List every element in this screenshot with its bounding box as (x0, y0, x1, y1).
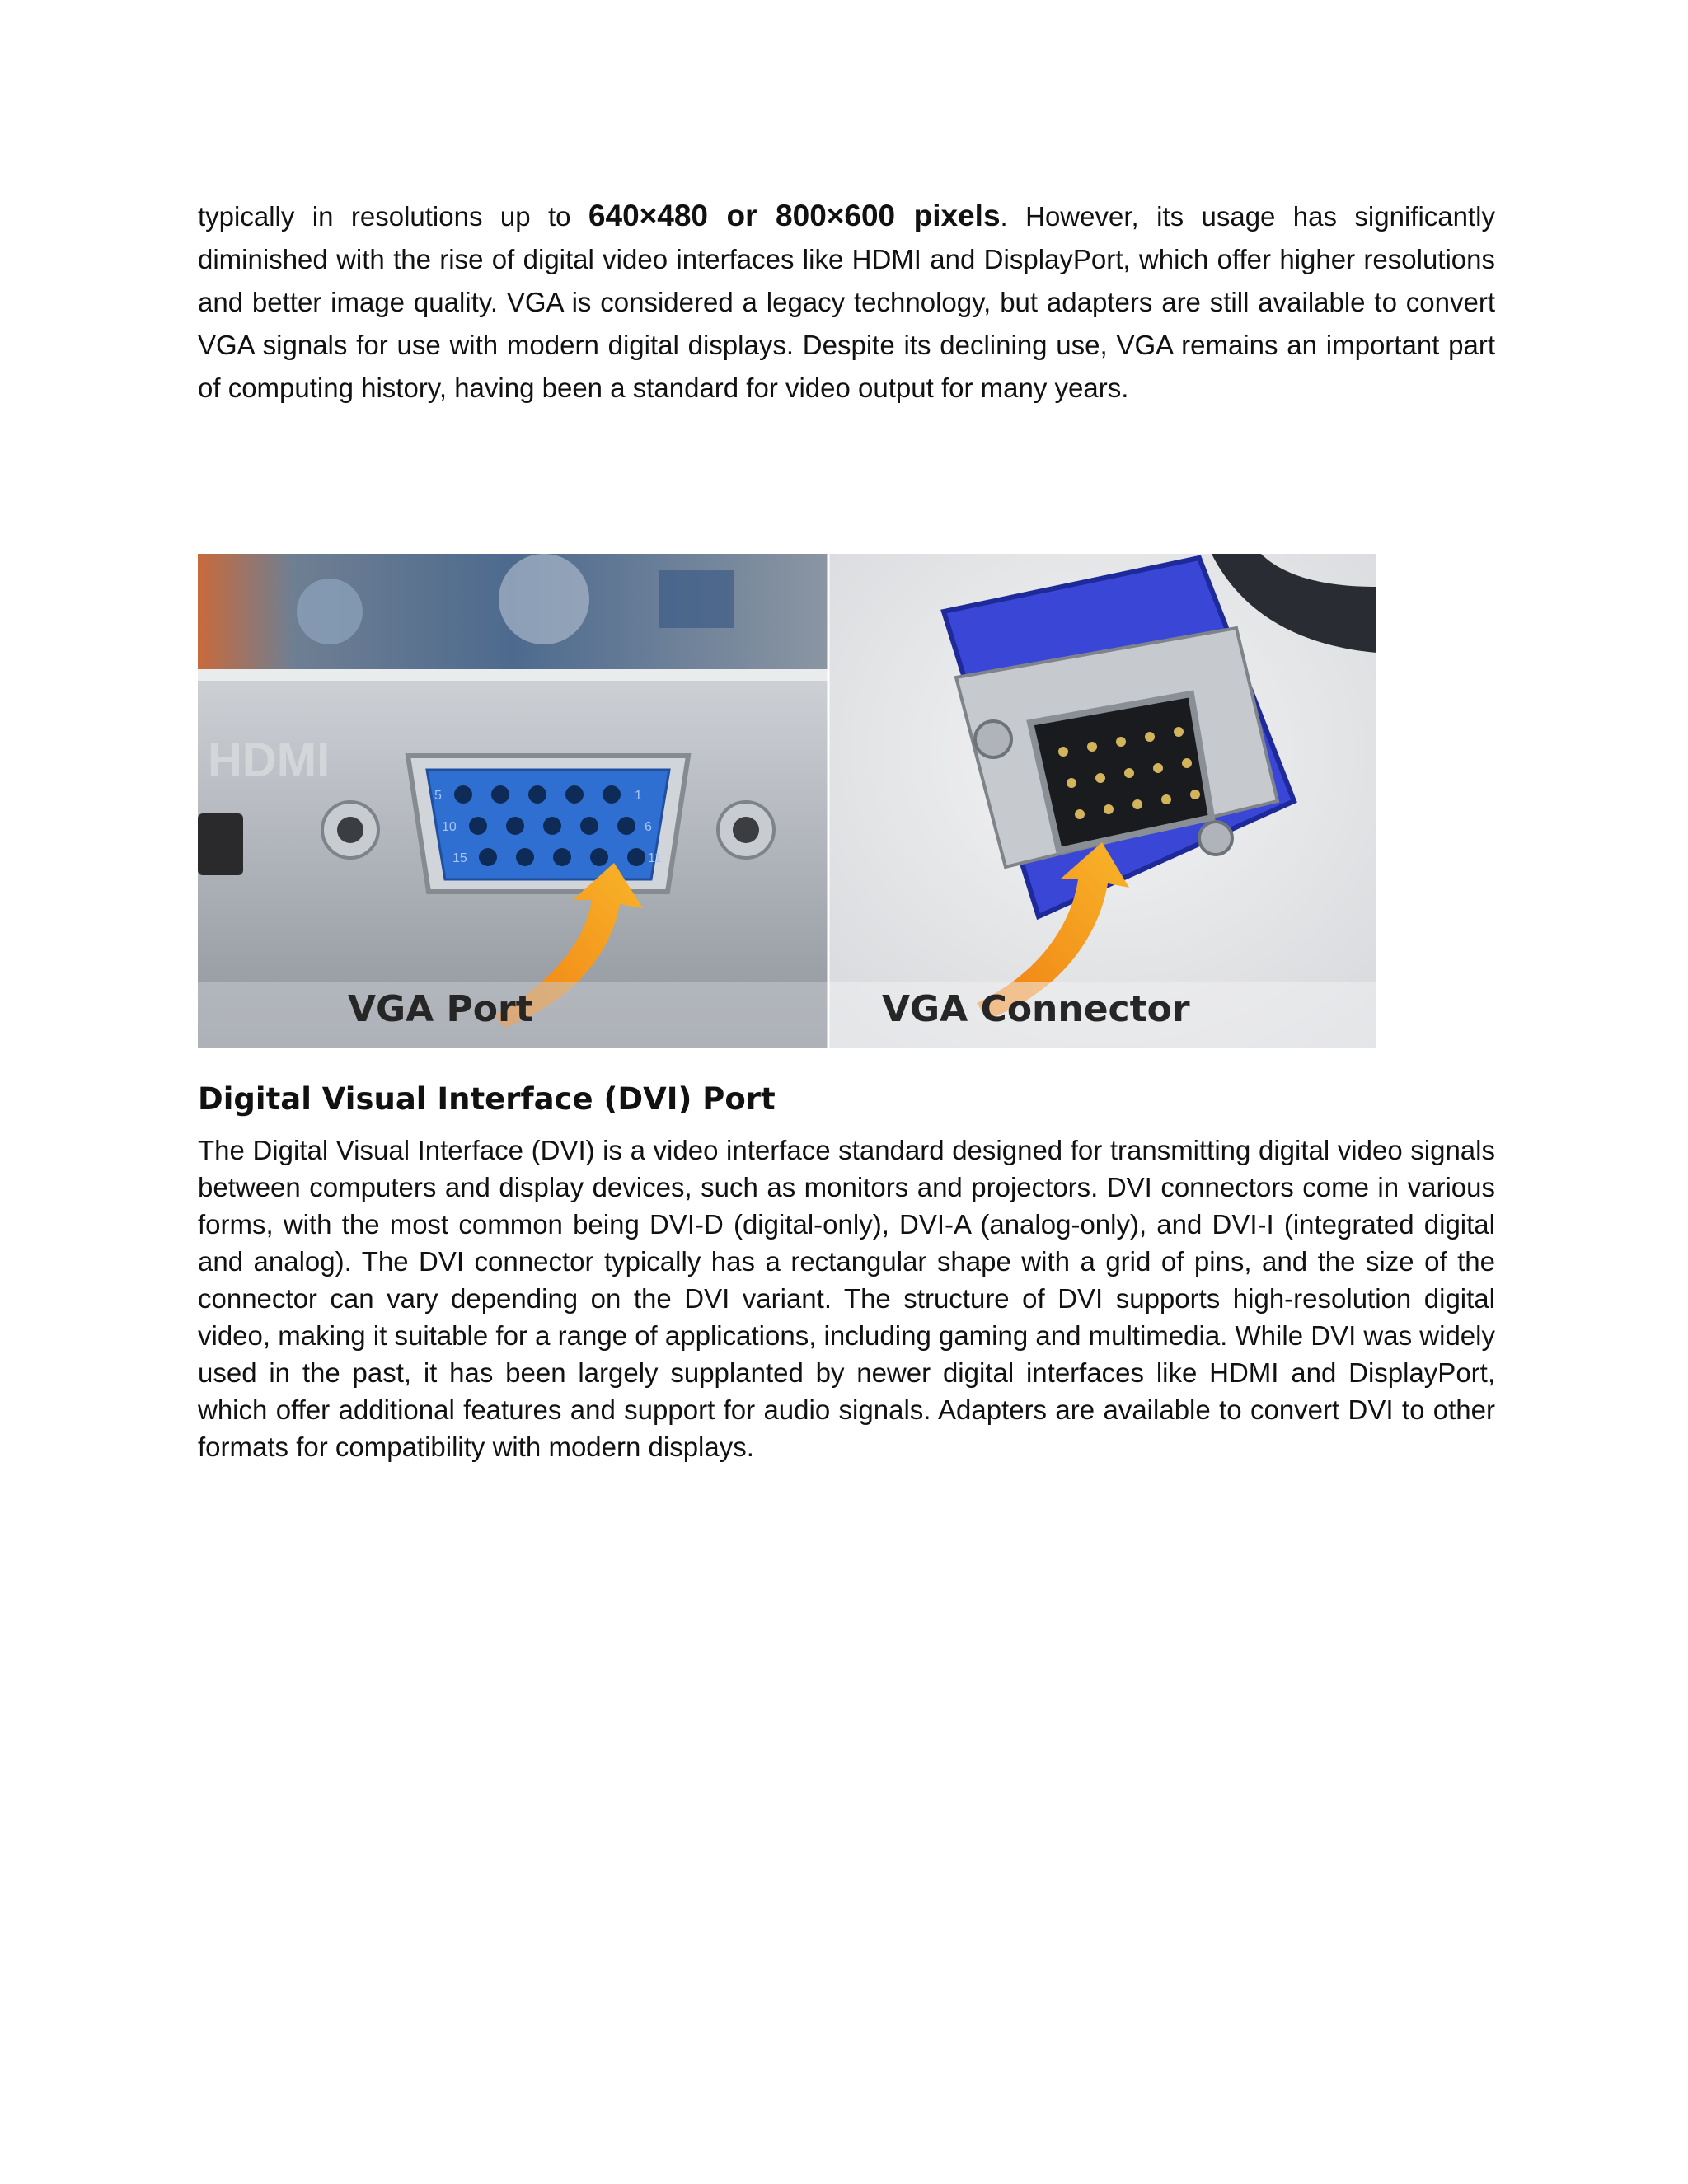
section-heading-dvi: Digital Visual Interface (DVI) Port (198, 1081, 776, 1117)
pin-number-11: 11 (648, 851, 662, 865)
paragraph-vga-usage (198, 194, 1495, 410)
vga-connector-caption: VGA Connector (882, 988, 1190, 1030)
vga-connector-photo (828, 554, 1376, 1048)
paragraph-rest-text: . However, its usage has significantly diminished with the rise of digital video interfaces like HDMI and DisplayPort, which offer higher resolutions and better image quality. VGA is considered a legacy technology, but adapters are still available to convert VGA signals for use with modern digital displays. Despite its declining use, VGA remains an important part of computing history, having been a standard for video output for many years. (198, 201, 1495, 403)
pin-number-5: 5 (434, 789, 442, 803)
vga-port-caption: VGA Port (348, 988, 533, 1030)
paragraph-dvi: The Digital Visual Interface (DVI) is a video interface standard designed for transmitting digital video signals between computers and display devices, such as monitors and projectors. DVI connectors come in various forms, with the most common being DVI-D (digital-only), DVI-A (analog-only), and DVI-I (integrated digital and analog). The DVI connector typically has a rectangular shape with a grid of pins, and the size of the connector can vary depending on the DVI variant. The structure of DVI supports high-resolution digital video, making it suitable for a range of applications, including gaming and multimedia. While DVI was widely used in the past, it has been largely supplanted by newer digital interfaces like HDMI and DisplayPort, which offer additional features and support for audio signals. Adapters are available to convert DVI to other formats for compatibility with modern displays. (198, 1135, 1495, 1462)
pin-number-1: 1 (635, 789, 642, 803)
pin-number-6: 6 (645, 820, 652, 834)
paragraph-lead-text: typically in resolutions up to (198, 201, 588, 232)
vga-port-connector-image (198, 554, 1376, 1048)
pin-number-15: 15 (452, 851, 467, 865)
vga-port-photo (198, 554, 828, 1048)
pin-number-10: 10 (442, 820, 457, 834)
hdmi-silkscreen: HDMI (208, 733, 331, 787)
resolutions-bold-text: 640×480 or 800×600 pixels (588, 199, 1001, 232)
